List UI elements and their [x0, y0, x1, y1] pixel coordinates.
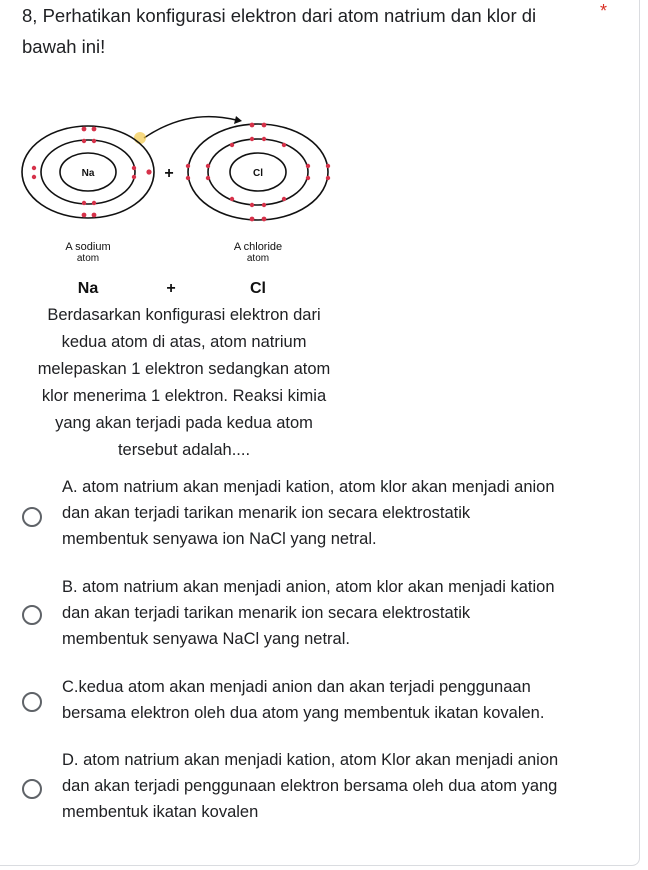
option-d-radio[interactable]: [22, 779, 42, 799]
chloride-caption-line-2: atom: [246, 253, 270, 264]
description-line: tersebut adalah....: [117, 441, 251, 459]
option-d-line: dan akan terjadi penggunaan elektron bersama oleh dua atom yang: [62, 777, 558, 795]
equation-cl: Cl: [250, 280, 266, 297]
option-b[interactable]: [22, 574, 622, 654]
description-line: yang akan terjadi pada kedua atom: [55, 414, 313, 432]
sodium-nucleus-label: Na: [81, 168, 95, 179]
option-b-line: dan akan terjadi tarikan menarik ion secara elektrostatik: [62, 604, 471, 622]
description-line: kedua atom di atas, atom natrium: [61, 333, 307, 351]
option-c[interactable]: [22, 674, 622, 730]
transfer-electron-glow: [134, 132, 146, 144]
diagram-plus-sign: +: [164, 165, 174, 182]
option-c-label[interactable]: [62, 674, 622, 726]
option-a-line: dan akan terjadi tarikan menarik ion secara elektrostatik: [62, 504, 471, 522]
option-a-radio[interactable]: [22, 507, 42, 527]
description-line: melepaskan 1 elektron sedangkan atom: [37, 360, 331, 378]
option-b-line: B. atom natrium akan menjadi anion, atom klor akan menjadi kation: [62, 578, 555, 596]
equation-plus: +: [166, 280, 176, 297]
required-asterisk: *: [600, 1, 608, 21]
chloride-caption-line-1: A chloride: [233, 241, 283, 253]
option-d-line: membentuk ikatan kovalen: [62, 803, 259, 821]
option-b-line: membentuk senyawa NaCl yang netral.: [62, 630, 350, 648]
question-title: [22, 0, 592, 62]
option-d[interactable]: [22, 747, 622, 827]
question-description: [18, 302, 350, 464]
transfer-arrow: [144, 117, 236, 138]
description-line: Berdasarkan konfigurasi elektron dari: [47, 306, 321, 324]
arrow-head: [234, 116, 242, 124]
electron-configuration-figure: [18, 108, 348, 308]
question-title-line-1: 8, Perhatikan konfigurasi elektron dari atom natrium dan klor di: [22, 5, 537, 26]
question-title-line-2: bawah ini!: [22, 36, 106, 57]
atom-diagram: [18, 108, 348, 308]
option-d-line: D. atom natrium akan menjadi kation, atom Klor akan menjadi anion: [62, 751, 559, 769]
sodium-caption-line-2: atom: [76, 253, 100, 264]
description-line: klor menerima 1 elektron. Reaksi kimia: [41, 387, 327, 405]
option-b-label[interactable]: [62, 574, 622, 652]
chlorine-nucleus-label: Cl: [253, 168, 263, 179]
option-a-line: membentuk senyawa ion NaCl yang netral.: [62, 530, 377, 548]
option-d-label[interactable]: [62, 747, 622, 825]
option-a[interactable]: [22, 474, 622, 554]
option-c-line: C.kedua atom akan menjadi anion dan akan terjadi penggunaan: [62, 678, 531, 696]
sodium-caption-line-1: A sodium: [65, 241, 111, 253]
option-a-label[interactable]: [62, 474, 622, 552]
option-c-radio[interactable]: [22, 692, 42, 712]
option-b-radio[interactable]: [22, 605, 42, 625]
equation-na: Na: [77, 280, 99, 297]
option-a-line: A. atom natrium akan menjadi kation, atom klor akan menjadi anion: [62, 478, 555, 496]
option-c-line: bersama elektron oleh dua atom yang membentuk ikatan kovalen.: [62, 704, 545, 722]
